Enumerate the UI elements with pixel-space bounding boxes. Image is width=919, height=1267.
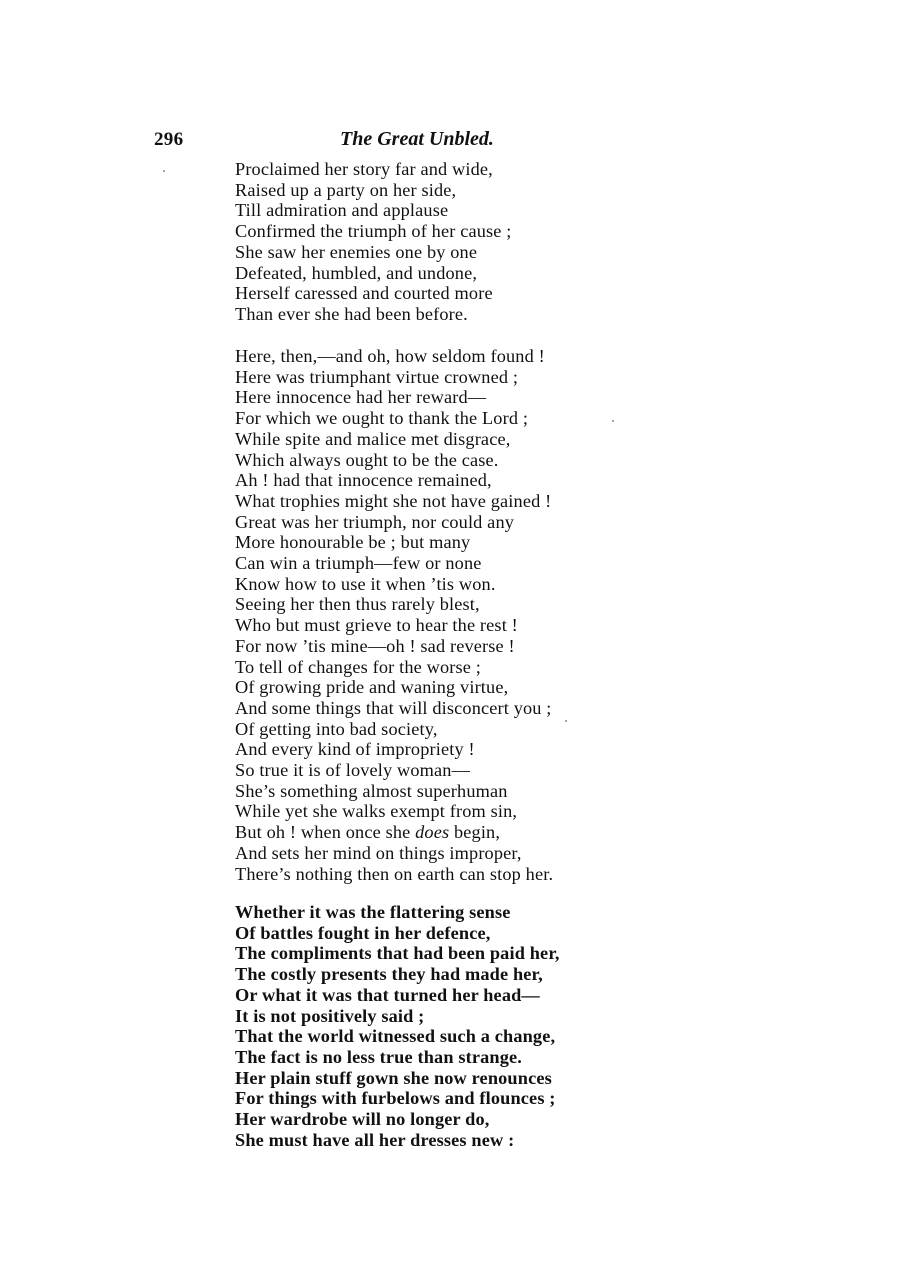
verse-line: For which we ought to thank the Lord ; bbox=[235, 408, 529, 429]
verse-line: She saw her enemies one by one bbox=[235, 241, 478, 262]
verse-line: Know how to use it when ’tis won. bbox=[235, 573, 496, 594]
running-head-title: The Great Unbled. bbox=[340, 128, 494, 150]
verse-line: Seeing her then thus rarely blest, bbox=[235, 594, 480, 615]
verse-line-with-italic bbox=[235, 822, 553, 843]
verse-line: And every kind of impropriety ! bbox=[235, 739, 475, 760]
verse-line: While spite and malice met disgrace, bbox=[235, 428, 511, 449]
verse-line: Than ever she had been before. bbox=[235, 303, 468, 324]
verse-line: Whether it was the flattering sense bbox=[235, 902, 511, 922]
verse-line: Her wardrobe will no longer do, bbox=[235, 1109, 490, 1130]
verse-line: The compliments that had been paid her, bbox=[235, 943, 560, 964]
verse-line: Here, then,—and oh, how seldom found ! bbox=[235, 346, 545, 366]
verse-line: Defeated, humbled, and undone, bbox=[235, 262, 478, 283]
verse-line: It is not positively said ; bbox=[235, 1005, 425, 1026]
stanza-2 bbox=[235, 346, 553, 884]
verse-line: Which always ought to be the case. bbox=[235, 449, 499, 470]
verse-line: That the world witnessed such a change, bbox=[235, 1026, 556, 1047]
stanza-1 bbox=[235, 159, 512, 325]
verse-line: And sets her mind on things improper, bbox=[235, 842, 522, 863]
print-speck bbox=[612, 420, 614, 422]
verse-line: More honourable be ; but many bbox=[235, 532, 471, 553]
line-text: But oh ! when once she bbox=[235, 822, 416, 843]
verse-line: Can win a triumph—few or none bbox=[235, 553, 482, 574]
verse-line: The fact is no less true than strange. bbox=[235, 1046, 523, 1067]
verse-line: Or what it was that turned her head— bbox=[235, 984, 540, 1005]
verse-line: Proclaimed her story far and wide, bbox=[235, 159, 493, 179]
page-number: 296 bbox=[154, 129, 184, 150]
verse-line: Herself caressed and courted more bbox=[235, 283, 493, 304]
verse-line: Ah ! had that innocence remained, bbox=[235, 470, 492, 491]
verse-line: For now ’tis mine—oh ! sad reverse ! bbox=[235, 635, 515, 656]
verse-line: Her plain stuff gown she now renounces bbox=[235, 1067, 552, 1088]
verse-line: Of getting into bad society, bbox=[235, 718, 438, 739]
verse-line: She must have all her dresses new : bbox=[235, 1129, 515, 1150]
verse-line: There’s nothing then on earth can stop her. bbox=[235, 863, 554, 884]
stanza-3 bbox=[235, 902, 560, 1150]
verse-line: Of battles fought in her defence, bbox=[235, 922, 491, 943]
verse-line: While yet she walks exempt from sin, bbox=[235, 801, 518, 822]
verse-line: What trophies might she not have gained ! bbox=[235, 490, 552, 511]
verse-line: And some things that will disconcert you ; bbox=[235, 697, 552, 718]
verse-line: For things with furbelows and flounces ; bbox=[235, 1088, 556, 1109]
verse-line: So true it is of lovely woman— bbox=[235, 760, 471, 781]
verse-line: The costly presents they had made her, bbox=[235, 964, 543, 985]
verse-line: Confirmed the triumph of her cause ; bbox=[235, 221, 512, 242]
print-speck bbox=[163, 170, 165, 172]
verse-line: Here was triumphant virtue crowned ; bbox=[235, 366, 519, 387]
verse-line: Here innocence had her reward— bbox=[235, 387, 487, 408]
verse-line: Till admiration and applause bbox=[235, 200, 449, 221]
verse-line: She’s something almost superhuman bbox=[235, 780, 508, 801]
verse-line: Who but must grieve to hear the rest ! bbox=[235, 615, 518, 636]
line-text: begin, bbox=[449, 822, 501, 843]
verse-line: Raised up a party on her side, bbox=[235, 179, 457, 200]
verse-line: Great was her triumph, nor could any bbox=[235, 511, 515, 532]
verse-line: Of growing pride and waning virtue, bbox=[235, 677, 509, 698]
print-speck bbox=[565, 720, 567, 722]
italic-emphasis: does bbox=[415, 822, 450, 843]
verse-line: To tell of changes for the worse ; bbox=[235, 656, 481, 677]
